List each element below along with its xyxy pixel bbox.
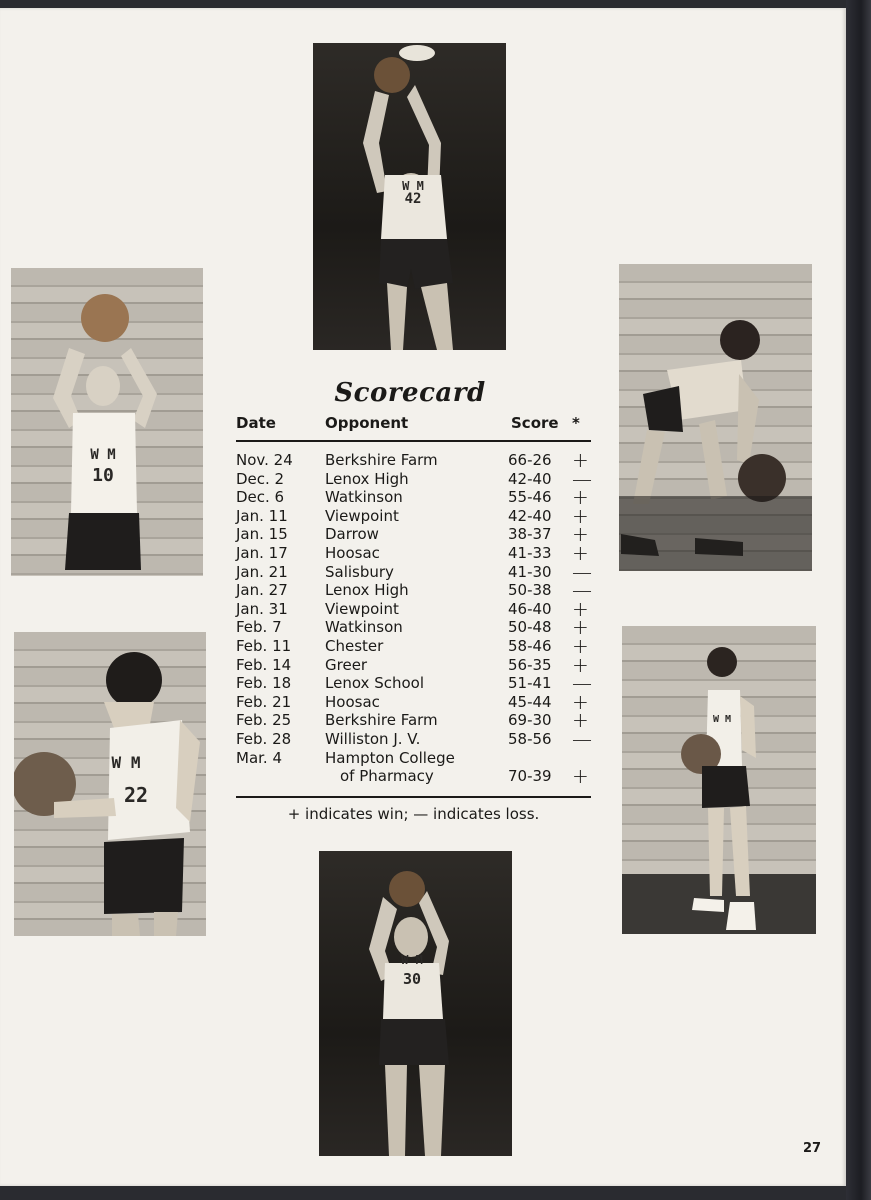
- table-row: [236, 671, 596, 696]
- game-score: 41-33: [508, 543, 552, 562]
- table-row: [236, 596, 596, 621]
- table-row: [236, 708, 596, 733]
- photo-player-dribbling: [619, 264, 812, 571]
- photo-player-standing: [622, 626, 816, 934]
- header-result: *: [572, 414, 580, 432]
- page-number: 27: [803, 1141, 822, 1156]
- game-result: +: [572, 652, 589, 677]
- game-score: 42-40: [508, 506, 552, 525]
- game-score: 56-35: [508, 655, 552, 674]
- game-opponent: Hoosac: [325, 543, 380, 562]
- jersey-text-top: W M: [111, 753, 141, 772]
- game-opponent: Lenox School: [325, 674, 424, 693]
- table-row: [236, 448, 596, 472]
- table-row: [236, 633, 596, 658]
- game-opponent: Salisbury: [325, 562, 394, 581]
- game-date: Dec. 6: [236, 488, 285, 507]
- table-row: [236, 652, 596, 677]
- game-result: —: [572, 466, 592, 491]
- table-row: [236, 689, 596, 714]
- jersey-text-top: W M: [401, 953, 423, 967]
- game-opponent: Berkshire Farm: [325, 451, 438, 469]
- game-date: Feb. 21: [236, 692, 292, 711]
- game-opponent: Hoosac: [325, 692, 380, 711]
- game-result: +: [572, 522, 589, 547]
- header-rule: [236, 440, 591, 442]
- header-date: Date: [236, 414, 276, 432]
- photo-player-30: [319, 851, 512, 1156]
- header-opponent: Opponent: [325, 414, 409, 432]
- game-result: +: [572, 764, 589, 789]
- photo-player-22: [14, 632, 206, 936]
- game-date: Feb. 14: [236, 655, 292, 674]
- game-opponent: Lenox High: [325, 469, 409, 488]
- game-score: 69-30: [508, 711, 552, 730]
- game-score: 46-40: [508, 599, 552, 618]
- table-row: [236, 485, 596, 510]
- game-date: Jan. 21: [236, 562, 288, 581]
- header-score: Score: [511, 414, 559, 432]
- game-opponent: Hampton College: [325, 748, 455, 767]
- game-score: 55-46: [508, 488, 552, 507]
- book-binding: [846, 0, 871, 1200]
- game-date: Feb. 11: [236, 636, 292, 655]
- table-row: [236, 559, 596, 584]
- game-score: 66-26: [508, 451, 552, 469]
- game-opponent: Darrow: [325, 525, 379, 544]
- game-score: 70-39: [508, 767, 552, 786]
- jersey-text-top: W M: [402, 179, 424, 193]
- table-row: [236, 578, 596, 603]
- game-date: Jan. 31: [236, 599, 288, 618]
- game-result: —: [572, 578, 592, 603]
- game-result: +: [572, 689, 589, 714]
- game-result: +: [572, 503, 589, 528]
- table-row: [236, 540, 596, 565]
- game-opponent: Watkinson: [325, 618, 403, 637]
- game-result: —: [572, 559, 592, 584]
- table-row: [236, 726, 596, 751]
- table-row: [236, 503, 596, 528]
- game-score: 42-40: [508, 469, 552, 488]
- game-opponent: Viewpoint: [325, 506, 399, 525]
- photo-player-42: [313, 43, 506, 350]
- scorecard-title: Scorecard: [334, 378, 486, 408]
- game-opponent: Lenox High: [325, 581, 409, 600]
- game-result: +: [572, 485, 589, 510]
- game-score: 50-38: [508, 581, 552, 600]
- game-date: Mar. 4: [236, 748, 283, 767]
- game-date: Nov. 24: [236, 451, 293, 469]
- jersey-number: 42: [404, 191, 422, 207]
- game-score: 50-48: [508, 618, 552, 637]
- game-score: 45-44: [508, 692, 552, 711]
- game-date: Feb. 7: [236, 618, 282, 637]
- game-opponent: Chester: [325, 636, 384, 655]
- game-result: +: [572, 615, 589, 640]
- game-date: Jan. 17: [236, 543, 288, 562]
- jersey-text-top: W M: [90, 447, 116, 463]
- game-opponent-continued: of Pharmacy: [340, 767, 434, 786]
- games-table: [236, 448, 596, 789]
- game-score: 38-37: [508, 525, 552, 544]
- game-result: +: [572, 633, 589, 658]
- game-result: —: [572, 671, 592, 696]
- game-opponent: Watkinson: [325, 488, 403, 507]
- game-result: +: [572, 448, 589, 472]
- game-date: Feb. 25: [236, 711, 292, 730]
- game-date: Feb. 18: [236, 674, 292, 693]
- game-opponent: Berkshire Farm: [325, 711, 438, 730]
- game-score: 41-30: [508, 562, 552, 581]
- game-score: 51-41: [508, 674, 552, 693]
- photo-player-10: [11, 268, 203, 576]
- game-date: Dec. 2: [236, 469, 285, 488]
- game-result: +: [572, 708, 589, 733]
- jersey-number: 22: [123, 783, 149, 807]
- table-row: [236, 522, 596, 547]
- game-score: 58-46: [508, 636, 552, 655]
- game-result: +: [572, 596, 589, 621]
- game-date: Feb. 28: [236, 729, 292, 748]
- game-date: Jan. 27: [236, 581, 288, 600]
- game-date: Jan. 11: [236, 506, 288, 525]
- jersey-text-top: W M: [712, 714, 732, 725]
- game-result: —: [572, 726, 592, 751]
- game-result: +: [572, 540, 589, 565]
- game-score: 58-56: [508, 729, 552, 748]
- game-opponent: Williston J. V.: [325, 729, 421, 748]
- jersey-number: 10: [92, 465, 114, 486]
- game-opponent: Viewpoint: [325, 599, 399, 618]
- jersey-number: 30: [402, 970, 422, 988]
- scorecard-legend: + indicates win; — indicates loss.: [287, 805, 540, 823]
- game-opponent: Greer: [325, 655, 368, 674]
- game-date: Jan. 15: [236, 525, 288, 544]
- table-row: [236, 748, 596, 789]
- table-row: [236, 466, 596, 491]
- table-row: [236, 615, 596, 640]
- footer-rule: [236, 796, 591, 798]
